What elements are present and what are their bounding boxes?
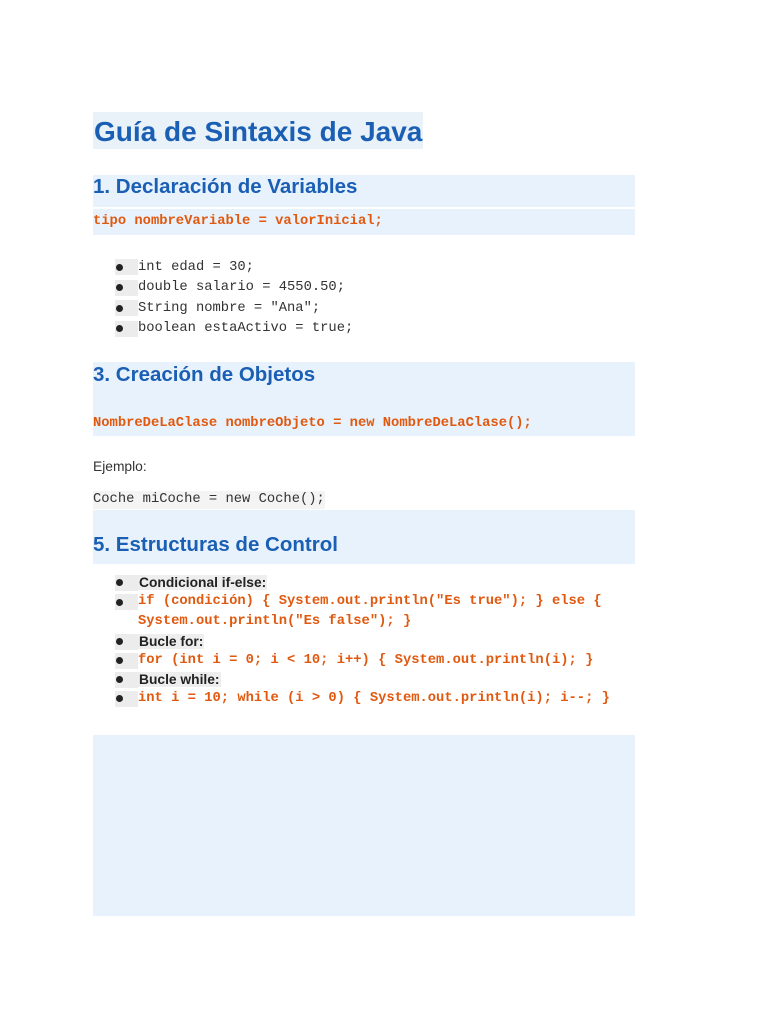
item-code-line: int i = 10; while (i > 0) { System.out.println(i); i--; }: [138, 691, 610, 706]
item-code-line: for (int i = 0; i < 10; i++) { System.out.println(i); }: [138, 653, 594, 668]
section3-heading: 3. Creación de Objetos: [93, 363, 316, 386]
bullet-icon: [115, 259, 138, 275]
section1-example-list: [115, 257, 353, 339]
list-item: [115, 670, 645, 689]
empty-panel: [93, 735, 635, 916]
section1-syntax: tipo nombreVariable = valorInicial;: [93, 214, 383, 229]
list-item: [115, 651, 645, 670]
section3-example-label: Ejemplo:: [93, 459, 147, 474]
bullet-icon: [115, 321, 138, 337]
list-item: [115, 573, 645, 592]
section3-syntax: NombreDeLaClase nombreObjeto = new NombreDeLaClase();: [93, 416, 532, 431]
list-item: [115, 298, 353, 319]
item-label: Bucle for:: [139, 634, 204, 649]
list-item: [115, 632, 645, 651]
list-item: [115, 592, 645, 632]
section1-heading: 1. Declaración de Variables: [93, 175, 358, 198]
example-code: int edad = 30;: [138, 259, 254, 275]
bullet-icon: [115, 634, 138, 650]
bullet-icon: [115, 653, 138, 669]
section3-example-code: Coche miCoche = new Coche();: [93, 492, 325, 507]
example-code: double salario = 4550.50;: [138, 280, 345, 296]
bullet-icon: [115, 672, 138, 688]
item-label: Condicional if-else:: [139, 575, 267, 590]
section5-heading: 5. Estructuras de Control: [93, 533, 338, 556]
example-code: String nombre = "Ana";: [138, 300, 321, 316]
bullet-icon: [115, 280, 138, 296]
item-code-line: if (condición) { System.out.println("Es true"); } else {: [138, 594, 602, 609]
item-code-line: System.out.println("Es false"); }: [138, 614, 412, 629]
bullet-icon: [115, 575, 138, 591]
example-code: boolean estaActivo = true;: [138, 321, 354, 337]
item-label: Bucle while:: [139, 672, 220, 687]
page-title: Guía de Sintaxis de Java: [93, 112, 423, 149]
list-item: [115, 319, 353, 340]
bullet-icon: [115, 300, 138, 316]
bullet-icon: [115, 594, 138, 610]
list-item: [115, 689, 645, 708]
list-item: [115, 257, 353, 278]
list-item: [115, 278, 353, 299]
bullet-icon: [115, 691, 138, 707]
section5-list: [115, 573, 645, 708]
